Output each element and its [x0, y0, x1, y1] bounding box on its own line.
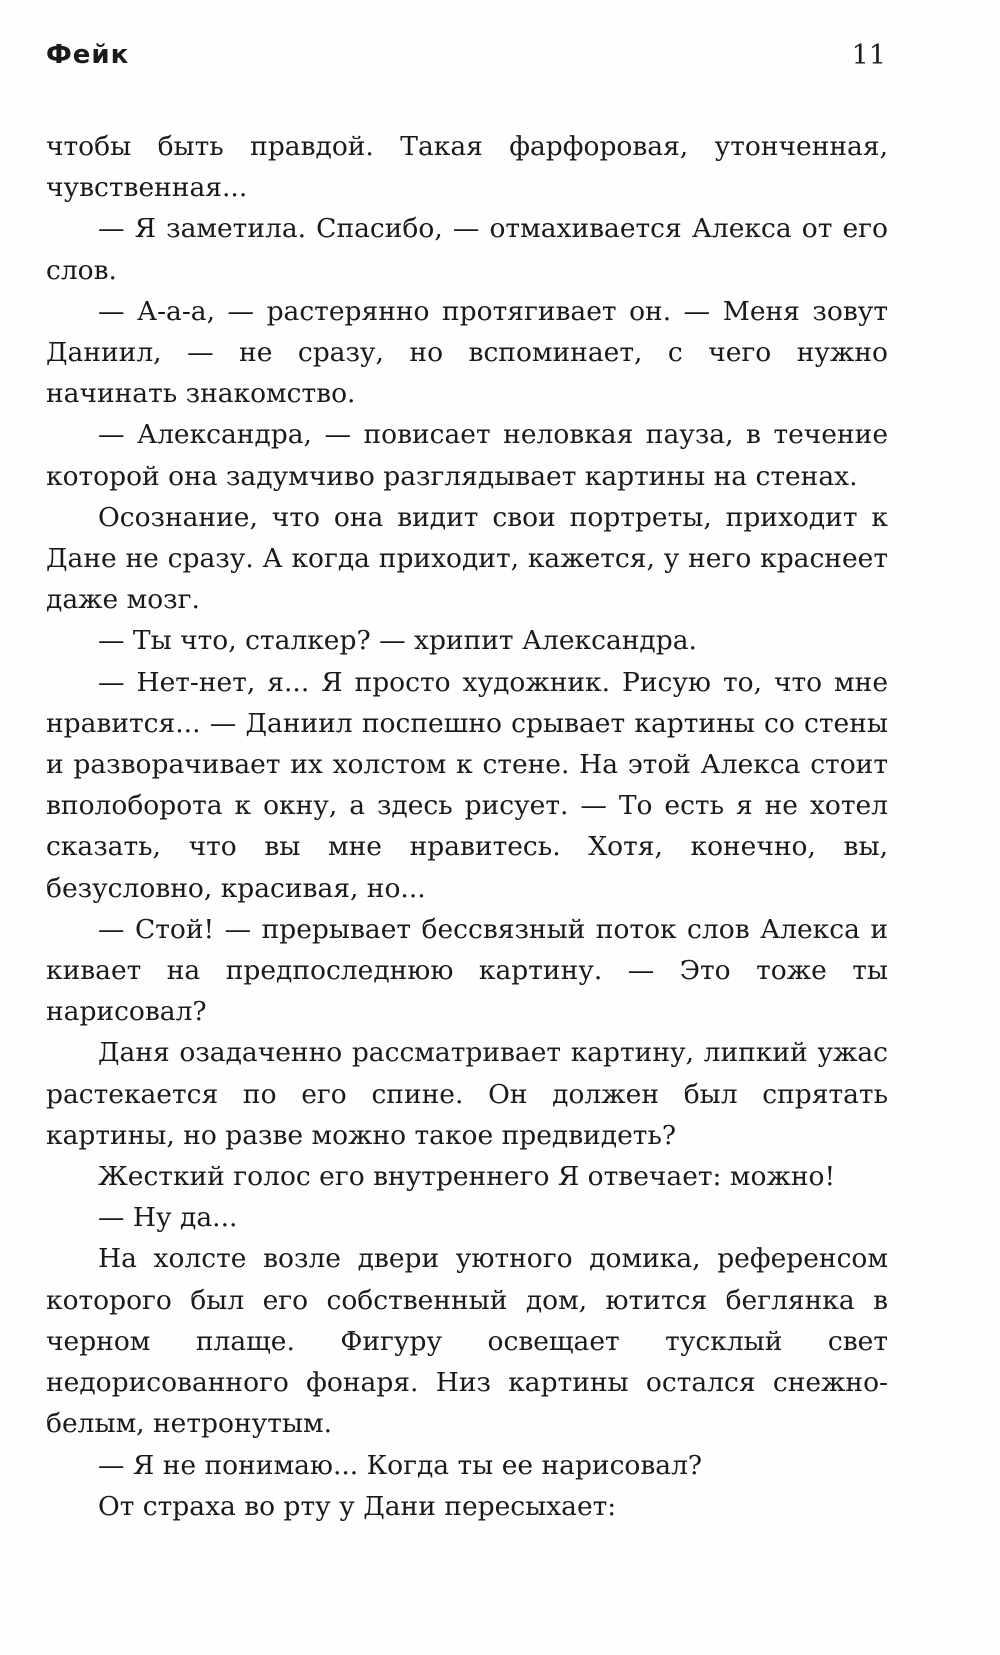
paragraph: На холсте возле двери уютного домика, референсом которого был его собственный дом, ютится беглянка в черном плаще. Фигуру освещает тусклый свет недорисованного фонаря. Низ картины остался снежно-белым, нетронутым. [46, 1243, 888, 1440]
paragraph: — Ты что, сталкер? — хрипит Александра. [98, 625, 697, 657]
book-title: Фейк [46, 40, 130, 70]
paragraph: — Нет-нет, я... Я просто художник. Рисую то, что мне нравится... — Даниил поспешно срывает картины со стены и разворачивает их холстом к стене. На этой Алекса стоит вполоборота к окну, а здесь рисует. — То есть я не хотел сказать, что вы мне нравитесь. Хотя, конечно, вы, безусловно, красивая, но... [46, 666, 888, 904]
paragraph: От страха во рту у Дани пересыхает: [98, 1490, 617, 1522]
running-header [46, 40, 886, 80]
paragraph: — Стой! — прерывает бессвязный поток слов Алекса и кивает на предпоследнюю картину. — Это тоже ты нарисовал? [46, 913, 888, 1028]
paragraph: Жесткий голос его внутреннего Я отвечает: можно! [98, 1161, 836, 1193]
body-text [46, 126, 888, 1527]
paragraph: чтобы быть правдой. Такая фарфоровая, утонченная, чувственная... [46, 131, 888, 204]
paragraph: Даня озадаченно рассматривает картину, липкий ужас растекается по его спине. Он должен был спрятать картины, но разве можно такое предвидеть? [46, 1037, 888, 1151]
page-number: 11 [851, 40, 886, 71]
paragraph: — А-а-а, — растерянно протягивает он. — Меня зовут Даниил, — не сразу, но вспоминает, с чего нужно начинать знакомство. [46, 295, 888, 410]
paragraph: — Ну да... [98, 1202, 238, 1234]
paragraph: — Александра, — повисает неловкая пауза, в течение которой она задумчиво разглядывает картины на стенах. [46, 419, 888, 492]
paragraph: — Я заметила. Спасибо, — отмахивается Алекса от его слов. [46, 213, 888, 286]
paragraph: — Я не понимаю... Когда ты ее нарисовал? [98, 1449, 703, 1481]
paragraph: Осознание, что она видит свои портреты, приходит к Дане не сразу. А когда приходит, кажется, у него краснеет даже мозг. [46, 501, 888, 616]
